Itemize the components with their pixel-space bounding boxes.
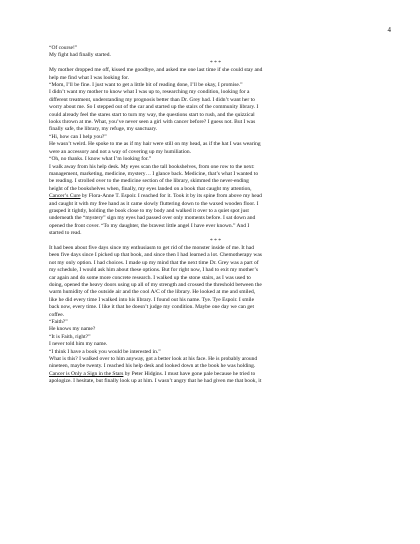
line-text: coffee.: [49, 311, 65, 318]
text-line: [49, 164, 382, 171]
page-number: 4: [387, 26, 391, 34]
line-text: What is this? I walked over to him anyway, got a better look at his face. He is probably around: [49, 356, 258, 363]
text-line: [49, 275, 382, 282]
line-text: “I think I have a book you would be interested in.”: [49, 348, 161, 355]
text-line: [49, 289, 382, 296]
line-text: I never told him my name.: [49, 341, 108, 348]
line-text: like he did every time I walked into his library. I found out his name. Tye. Tye Espoir. I smile: [49, 296, 255, 303]
text-line: [49, 193, 382, 200]
line-text: It had been about five days since my enthusiasm to get rid of the monster inside of me. It had: [49, 244, 254, 251]
line-text: started to read.: [49, 230, 82, 237]
text-line: [49, 215, 382, 222]
line-text: opened the front cover. “To my daughter, the bravest little angel I have ever known.” And I: [49, 222, 250, 229]
line-text: I didn’t want my mother to know what I was up to, researching my condition, looking for a: [49, 89, 250, 96]
book-title: Cancer’s Cure: [49, 193, 81, 200]
book-title: Cancer is Only a Sign in the Stars: [49, 370, 124, 377]
text-line: [49, 312, 382, 319]
line-text: apologize. I hesitate, but finally look up at him. I wasn’t angry that he had given me that book, it: [49, 378, 262, 385]
line-text: my schedule, I would ask him about these options. But for right now, I had to exit my mother’s: [49, 267, 258, 274]
line-text: back now, every time. I like it that he doesn’t judge my condition. Maybe one day we can get: [49, 304, 254, 311]
line-text: “Hi, how can I help you?”: [49, 133, 107, 140]
line-text: were an accessory and not a way of covering up my humiliation.: [49, 148, 192, 155]
line-text: could already feel the stares start to turn my way, the questions start to rush, and the quizzical: [49, 111, 255, 118]
text-line: [49, 89, 382, 96]
text-line: [49, 186, 382, 193]
line-text: car again and do some more concrete research. I walked up the stone stairs, as I was used to: [49, 274, 251, 281]
line-text: “Mom, I’ll be fine. I just want to get a little bit of reading done, I’ll be okay, I promise.”: [49, 82, 243, 89]
line-text: by Flora-Anne T. Espoir. I reached for it. Took it by its spine from above my head: [80, 193, 262, 200]
text-line: [49, 141, 382, 148]
line-text: not my only option. I had choices. I made up my mind that the next time Dr. Grey was a part of: [49, 259, 259, 266]
text-line: [49, 267, 382, 274]
text-line: [49, 149, 382, 156]
line-text: by Peter Hidgins. I must have gone pale because he tried to: [123, 370, 256, 377]
text-line: [49, 230, 382, 237]
text-line: [49, 349, 382, 356]
text-line: [49, 319, 382, 326]
text-line: [49, 334, 382, 341]
text-line: [49, 304, 382, 311]
text-line: [49, 52, 382, 59]
line-text: warm humidity of the outside air and the cool A/C of the library. He looked at me and smiled,: [49, 289, 256, 296]
line-text: grasped it tightly, holding the book close to my body and walked it over to a quiet spot just: [49, 207, 249, 214]
line-text: height of the bookshelves when, finally, my eyes landed on a book that caught my attention,: [49, 185, 252, 192]
text-line: [49, 326, 382, 333]
line-text: been five days since I picked up that book, and since then I had learned a lot. Chemotherapy was: [49, 252, 262, 259]
line-text: finally safe, the library, my refuge, my sanctuary.: [49, 126, 158, 133]
text-line: [49, 178, 382, 185]
line-text: * * *: [210, 237, 221, 244]
line-text: looks thrown at me. What, you’ve never seen a girl with cancer before? I guess not. But I was: [49, 119, 256, 126]
text-line: [49, 223, 382, 230]
line-text: help me find what I was looking for.: [49, 74, 130, 81]
text-line: [49, 252, 382, 259]
body-text: [49, 45, 382, 386]
line-text: My fight had finally started.: [49, 52, 111, 59]
text-line: [49, 104, 382, 111]
line-text: underneath the “mystery” sign my eyes had passed over only moments before. I sat down and: [49, 215, 256, 222]
line-text: I walk away from his help desk. My eyes scan the tall bookshelves, from one row to the next:: [49, 163, 255, 170]
line-text: different treatment, understanding my prognosis better than Dr. Grey had. I didn’t want her to: [49, 96, 255, 103]
text-line: [49, 126, 382, 133]
text-line: [49, 156, 382, 163]
line-text: * * *: [210, 59, 221, 66]
text-line: [49, 356, 382, 363]
line-text: He knows my name?: [49, 326, 96, 333]
line-text: “It is Faith, right?”: [49, 333, 91, 340]
line-text: worry about me. So I stepped out of the car and started up the stairs of the community library. I: [49, 104, 259, 111]
line-text: nineteen, maybe twenty. I reached his help desk and looked down at the book he was holding.: [49, 363, 256, 370]
line-text: doing, opened the heavy doors using up all of my strength and crossed the threshold between the: [49, 282, 262, 288]
text-line: [49, 341, 382, 348]
line-text: My mother dropped me off, kissed me goodbye, and asked me one last time if she could stay and: [49, 67, 263, 74]
text-line: [49, 297, 382, 304]
line-text: He wasn’t weird. He spoke to me as if my hair were still on my head, as if the hat I was wearing: [49, 141, 261, 148]
text-line: [49, 67, 382, 74]
line-text: “Faith?”: [49, 319, 68, 326]
line-text: be reading. I strolled over to the medicine section of the library, skimmed the never-ending: [49, 178, 249, 185]
section-separator: [49, 238, 382, 245]
text-line: [49, 378, 382, 385]
line-text: “Of course!”: [49, 45, 78, 51]
line-text: management, marketing, medicine, mystery… I glance back. Medicine, that’s what I wanted to: [49, 170, 259, 177]
line-text: “Oh, no thanks. I know what I’m looking for.”: [49, 156, 152, 163]
text-line: [49, 201, 382, 208]
text-line: [49, 75, 382, 82]
line-text: and caught it with my free hand as it came slowly fluttering down to the waxed wooden floor. I: [49, 200, 259, 207]
text-line: [49, 363, 382, 370]
text-line: [49, 112, 382, 119]
